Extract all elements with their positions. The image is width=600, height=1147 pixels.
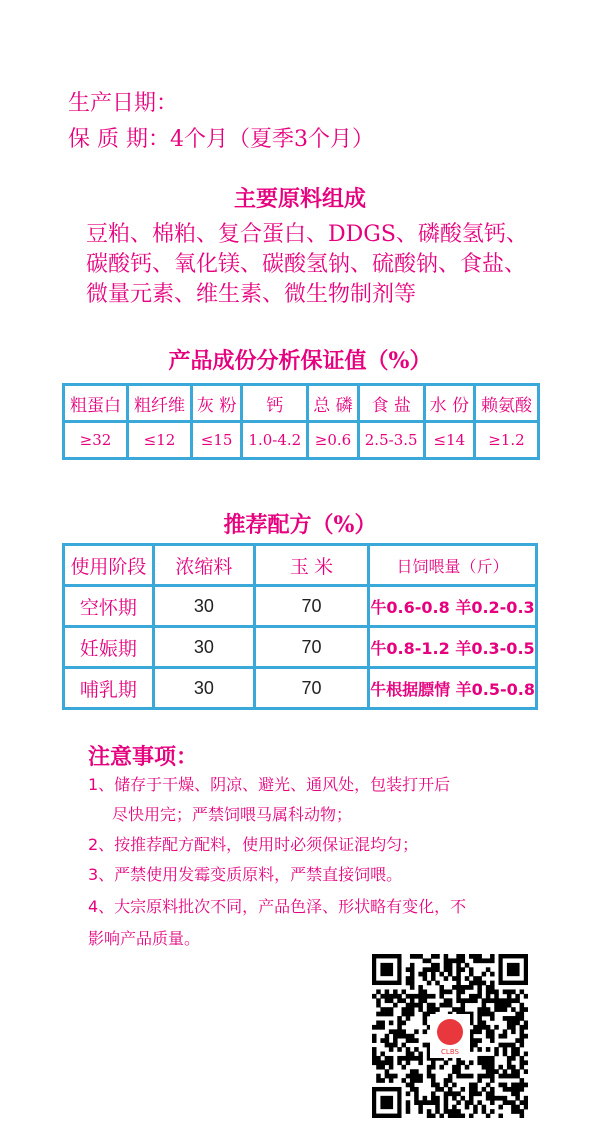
qr-logo-text: CLBS: [441, 1048, 459, 1056]
formula-concentrate-cell: 30: [153, 668, 254, 709]
qr-code: [372, 954, 528, 1118]
analysis-value-cell: ≤14: [424, 422, 474, 459]
note-item: 2、按推荐配方配料，使用时必须保证混均匀；: [88, 835, 419, 854]
formula-header-cell: 浓缩料: [153, 545, 254, 586]
analysis-value-cell: ≥0.6: [308, 422, 358, 459]
ingredients-text: 豆粕、棉粕、复合蛋白、DDGS、磷酸氢钙、碳酸钙、氧化镁、碳酸氢钠、硫酸钠、食盐、微量元素、维生素、微生物制剂等: [86, 222, 528, 307]
analysis-value-cell: ≥32: [64, 422, 128, 459]
analysis-value-cell: 1.0-4.2: [242, 422, 308, 459]
analysis-header-cell: 粗纤维: [128, 385, 192, 422]
analysis-header-row: [64, 385, 539, 422]
formula-header-cell: 日饲喂量（斤）: [369, 545, 537, 586]
note-item: 影响产品质量。: [88, 929, 201, 948]
formula-header-row: [64, 545, 537, 586]
production-date-label: 生产日期：: [68, 91, 179, 116]
formula-stage-cell: 空怀期: [64, 586, 154, 627]
analysis-header-cell: 水 份: [424, 385, 474, 422]
note-item: 4、大宗原料批次不同，产品色泽、形状略有变化，不: [88, 897, 467, 916]
analysis-header-cell: 粗蛋白: [64, 385, 128, 422]
formula-corn-cell: 70: [254, 668, 368, 709]
analysis-value-cell: 2.5-3.5: [358, 422, 424, 459]
formula-row: [64, 668, 537, 709]
analysis-header-cell: 灰 粉: [192, 385, 242, 422]
formula-table: [62, 543, 538, 710]
formula-feed-cell: 牛0.6-0.8 羊0.2-0.3: [369, 586, 537, 627]
notes-heading: 注意事项：: [88, 745, 199, 770]
formula-feed-cell: 牛根据膘情 羊0.5-0.8: [369, 668, 537, 709]
formula-heading: 推荐配方（%）: [223, 512, 377, 538]
formula-stage-cell: 哺乳期: [64, 668, 154, 709]
analysis-value-row: [64, 422, 539, 459]
note-item: 1、储存于干燥、阴凉、避光、通风处，包装打开后: [88, 775, 451, 794]
formula-row: [64, 627, 537, 668]
analysis-table: [62, 383, 540, 460]
note-item: 尽快用完；严禁饲喂马属科动物；: [112, 805, 353, 824]
note-item: 3、严禁使用发霉变质原料，严禁直接饲喂。: [88, 865, 403, 884]
formula-feed-cell: 牛0.8-1.2 羊0.3-0.5: [369, 627, 537, 668]
formula-header-cell: 使用阶段: [64, 545, 154, 586]
qr-code-graphic: [372, 954, 528, 1118]
ingredients-heading: 主要原料组成: [233, 186, 366, 212]
analysis-header-cell: 钙: [242, 385, 308, 422]
formula-concentrate-cell: 30: [153, 586, 254, 627]
qr-logo-icon: [437, 1019, 463, 1045]
formula-corn-cell: 70: [254, 586, 368, 627]
formula-header-cell: 玉 米: [254, 545, 368, 586]
formula-corn-cell: 70: [254, 627, 368, 668]
formula-concentrate-cell: 30: [153, 627, 254, 668]
analysis-value-cell: ≥1.2: [474, 422, 538, 459]
analysis-value-cell: ≤12: [128, 422, 192, 459]
analysis-header-cell: 总 磷: [308, 385, 358, 422]
shelf-life-label: 保 质 期：4个月（夏季3个月）: [68, 127, 374, 152]
analysis-header-cell: 赖氨酸: [474, 385, 538, 422]
analysis-value-cell: ≤15: [192, 422, 242, 459]
analysis-heading: 产品成份分析保证值（%）: [168, 348, 432, 374]
formula-stage-cell: 妊娠期: [64, 627, 154, 668]
analysis-header-cell: 食 盐: [358, 385, 424, 422]
formula-row: [64, 586, 537, 627]
